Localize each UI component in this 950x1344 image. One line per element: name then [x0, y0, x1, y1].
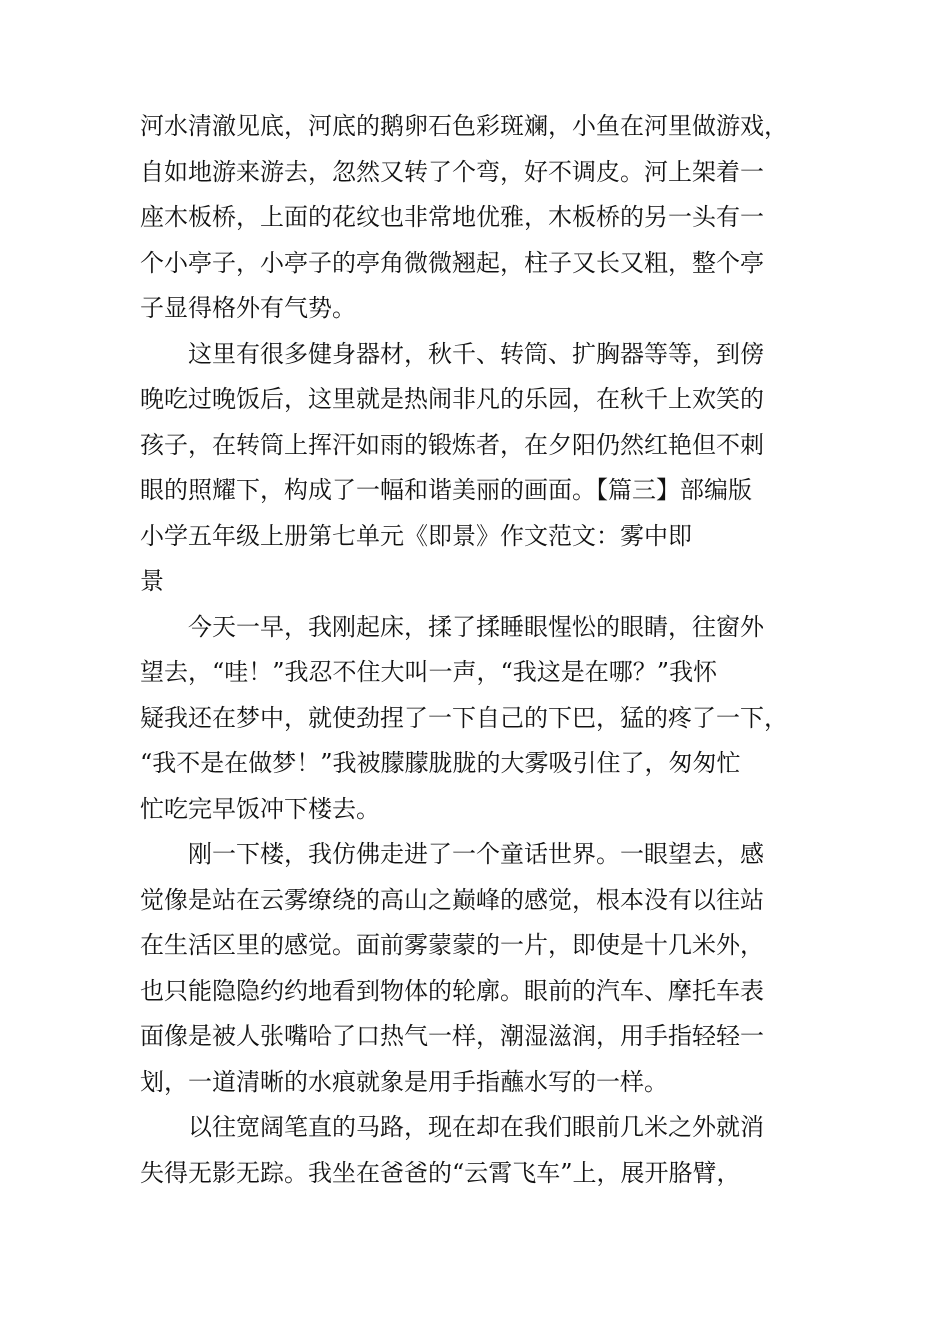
text-line: 个小亭子，小亭子的亭角微微翘起，柱子又长又粗，整个亭	[140, 248, 764, 277]
text-line: 自如地游来游去，忽然又转了个弯，好不调皮。河上架着一	[140, 157, 764, 186]
text-line: 划，一道清晰的水痕就象是用手指蘸水写的一样。	[140, 1067, 668, 1096]
text-line: 眼的照耀下，构成了一幅和谐美丽的画面。【篇三】部编版	[140, 476, 752, 504]
text-line: 孩子，在转筒上挥汗如雨的锻炼者，在夕阳仍然红艳但不刺	[140, 430, 764, 459]
text-line: 晚吃过晚饭后，这里就是热闹非凡的乐园，在秋千上欢笑的	[140, 385, 764, 413]
text-line: 刚一下楼，我仿佛走进了一个童话世界。一眼望去，感	[188, 840, 764, 868]
text-line: 在生活区里的感觉。面前雾蒙蒙的一片，即使是十几米外，	[140, 931, 764, 959]
text-line: 也只能隐隐约约地看到物体的轮廓。眼前的汽车、摩托车表	[140, 976, 764, 1005]
text-line: 望去，“哇！”我忍不住大叫一声，“我这是在哪？”我怀	[140, 658, 718, 686]
text-line: 忙吃完早饭冲下楼去。	[140, 794, 380, 823]
document-page	[140, 104, 812, 1196]
paragraph	[140, 332, 812, 605]
text-line: 子显得格外有气势。	[140, 294, 356, 322]
text-line: 座木板桥，上面的花纹也非常地优雅，木板桥的另一头有一	[140, 203, 764, 231]
paragraph	[140, 605, 812, 833]
text-line: “我不是在做梦！”我被朦朦胧胧的大雾吸引住了，匆匆忙	[140, 749, 741, 777]
text-line: 觉像是站在云雾缭绕的高山之巅峰的感觉，根本没有以往站	[140, 885, 764, 914]
text-line: 失得无影无踪。我坐在爸爸的“云霄飞车”上，展开胳臂，	[140, 1158, 741, 1187]
text-line: 今天一早，我刚起床，揉了揉睡眼惺忪的眼睛，往窗外	[188, 612, 764, 641]
text-line: 疑我还在梦中，就使劲捏了一下自己的下巴，猛的疼了一下，	[140, 703, 788, 732]
text-line: 小学五年级上册第七单元《即景》作文范文：雾中即	[140, 521, 692, 550]
paragraph	[140, 1105, 812, 1196]
paragraph	[140, 104, 812, 332]
text-line: 这里有很多健身器材，秋千、转筒、扩胸器等等，到傍	[188, 339, 764, 368]
text-line: 以往宽阔笔直的马路，现在却在我们眼前几米之外就消	[188, 1113, 764, 1141]
text-line: 面像是被人张嘴哈了口热气一样，潮湿滋润，用手指轻轻一	[140, 1022, 764, 1050]
paragraph	[140, 832, 812, 1105]
text-line: 河水清澈见底，河底的鹅卵石色彩斑斓，小鱼在河里做游戏，	[140, 112, 788, 140]
text-line: 景	[140, 567, 164, 595]
